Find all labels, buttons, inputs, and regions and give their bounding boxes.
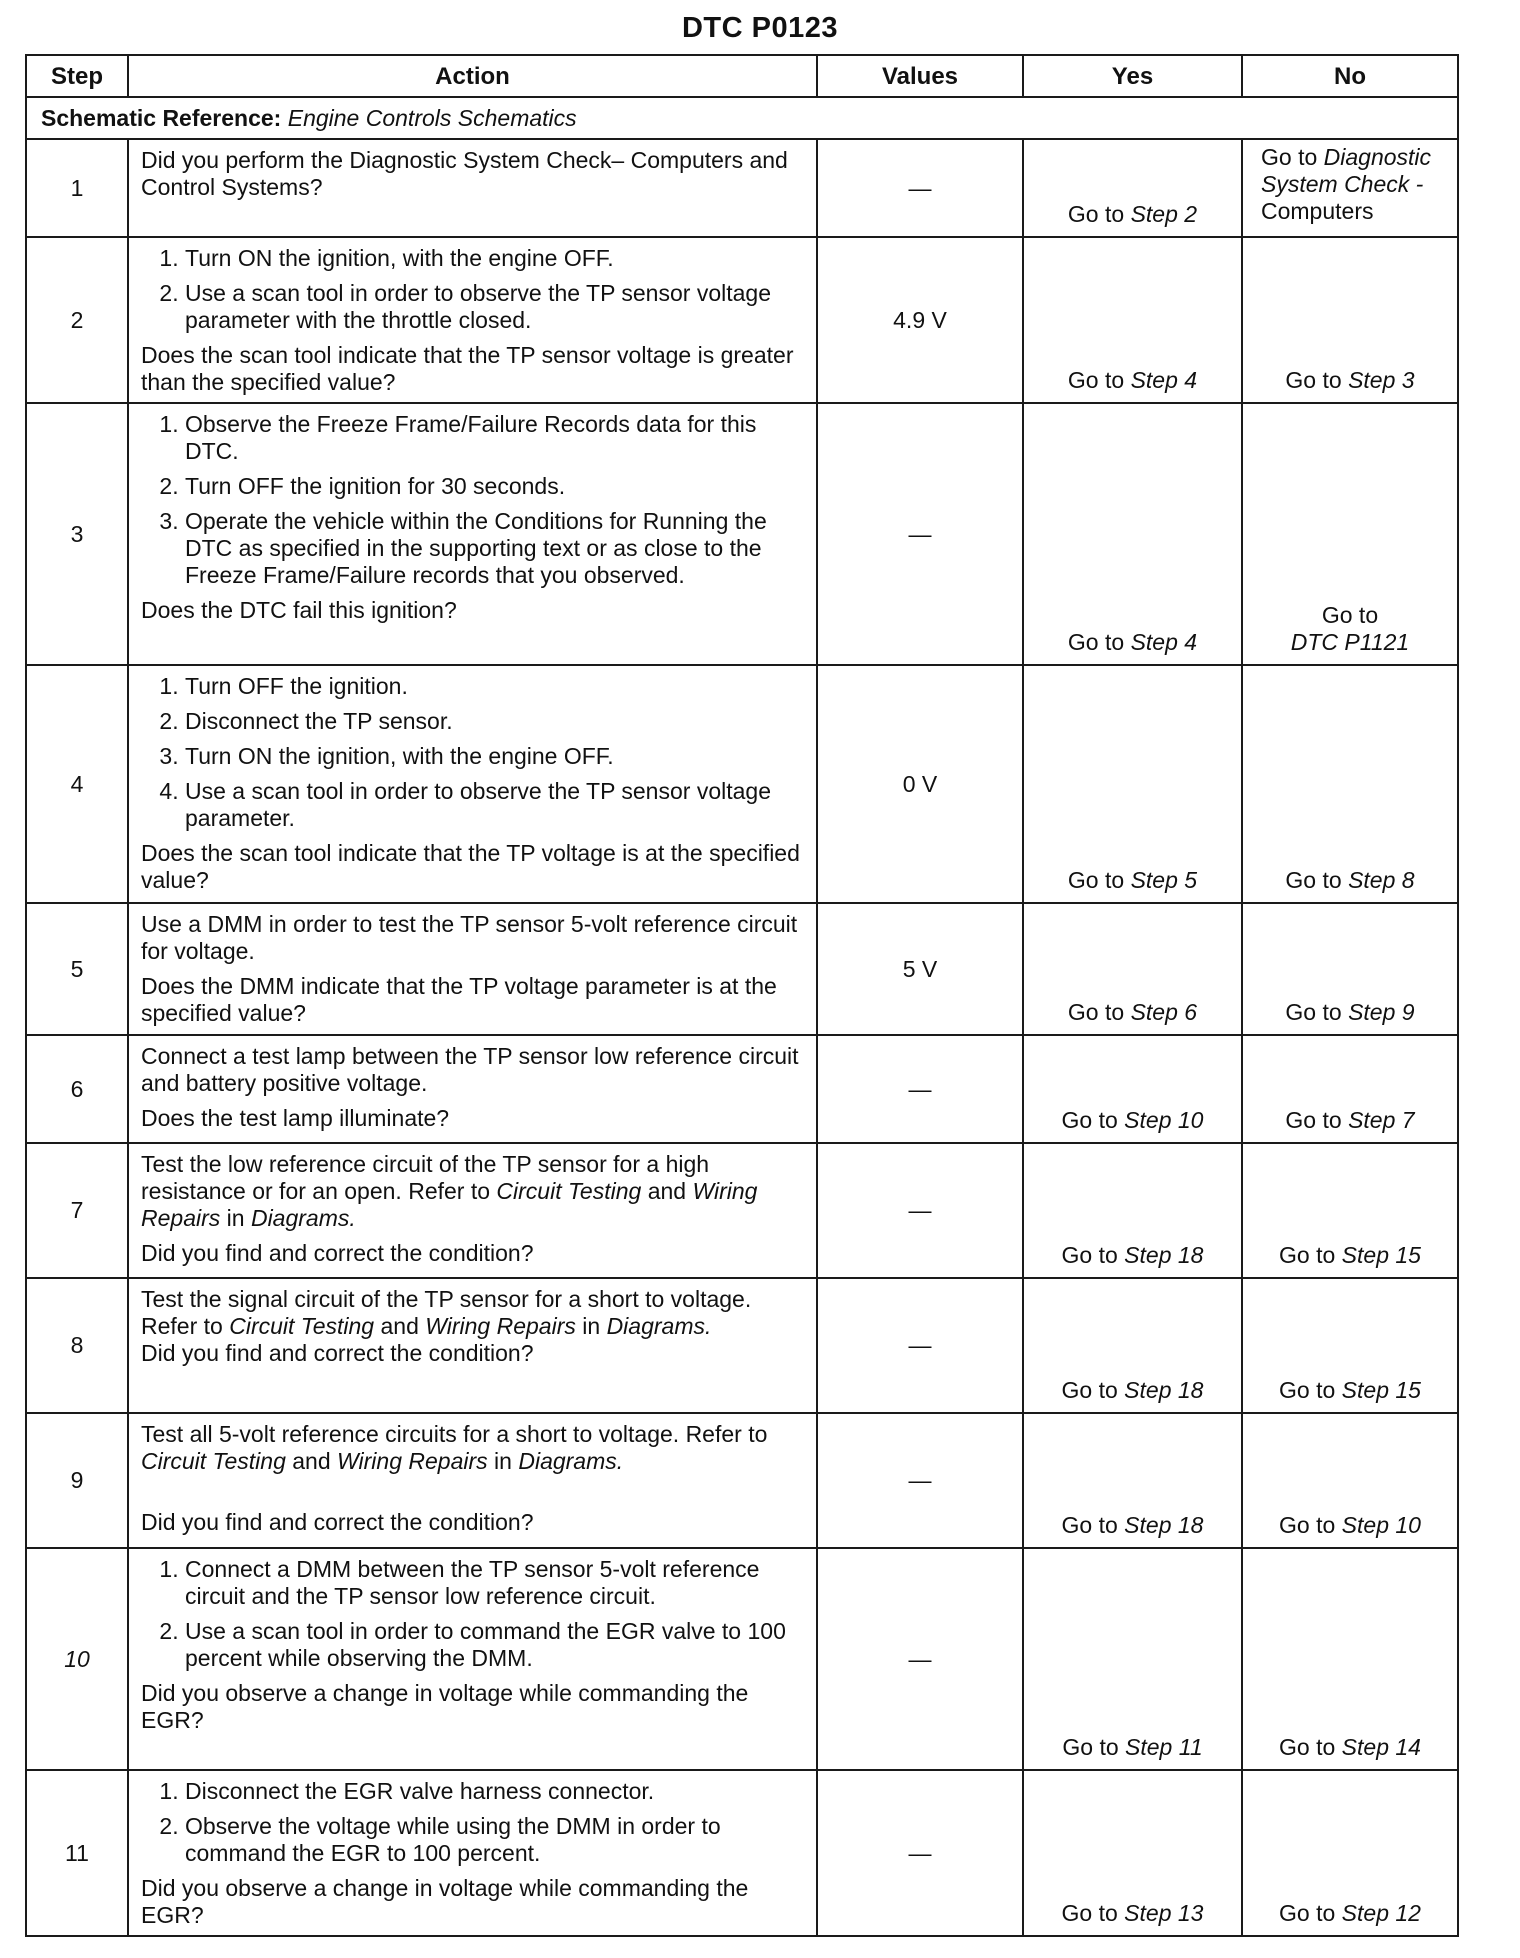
reference-link[interactable]: Circuit Testing <box>496 1178 642 1204</box>
yes-step-link[interactable]: Step 10 <box>1124 1107 1204 1133</box>
no-step-link[interactable]: Step 15 <box>1341 1377 1421 1403</box>
no-step-link[interactable]: Step 3 <box>1348 367 1415 393</box>
question-text: Does the test lamp illuminate? <box>141 1105 450 1131</box>
step-number: 1 <box>26 139 128 237</box>
instruction-item: 2. Use a scan tool in order to observe the TP sensor voltage parameter with the throttle closed. <box>185 280 806 334</box>
question-text: Does the scan tool indicate that the TP voltage is at the specified value? <box>141 840 800 893</box>
step-number: 8 <box>26 1278 128 1413</box>
no-cell: Go to Step 15 <box>1242 1278 1458 1413</box>
no-link-suffix: Computers <box>1261 198 1374 224</box>
no-link[interactable]: DTC P1121 <box>1290 629 1410 655</box>
step-number: 3 <box>26 403 128 665</box>
table-row <box>26 1035 1458 1143</box>
action-text: Test the low reference circuit of the TP sensor for a high resistance or for an open. Refer to Circuit Testing and Wiring Repairs in Diagrams. <box>141 1151 758 1231</box>
no-step-link[interactable]: Step 14 <box>1341 1734 1421 1760</box>
no-step-link[interactable]: Step 8 <box>1348 867 1415 893</box>
question-text: Does the DMM indicate that the TP voltage parameter is at the specified value? <box>141 973 777 1026</box>
step-number: 2 <box>26 237 128 403</box>
action-cell <box>128 1770 817 1936</box>
table-row <box>26 1278 1458 1413</box>
question-text: Does the scan tool indicate that the TP sensor voltage is greater than the specified value? <box>141 342 794 395</box>
reference-link[interactable]: Diagrams. <box>250 1205 356 1231</box>
action-text: Use a DMM in order to test the TP sensor 5-volt reference circuit for voltage. <box>141 911 798 964</box>
yes-cell: Go to Step 6 <box>1023 903 1242 1035</box>
no-step-link[interactable]: Step 10 <box>1341 1512 1421 1538</box>
instruction-item: 1. Observe the Freeze Frame/Failure Records data for this DTC. <box>185 411 806 465</box>
no-cell: Go to DTC P1121 <box>1242 403 1458 665</box>
no-cell: Go to Step 8 <box>1242 665 1458 903</box>
table-row <box>26 1770 1458 1936</box>
yes-step-link[interactable]: Step 18 <box>1124 1512 1204 1538</box>
instruction-item: 3. Operate the vehicle within the Conditions for Running the DTC as specified in the supporting text or as close to the Freeze Frame/Failure records that you observed. <box>185 508 806 589</box>
question-text: Did you find and correct the condition? <box>141 1509 534 1535</box>
question-text: Did you find and correct the condition? <box>141 1340 534 1366</box>
yes-step-link[interactable]: Step 5 <box>1130 867 1198 893</box>
action-cell <box>128 139 817 237</box>
table-row <box>26 903 1458 1035</box>
header-row <box>26 55 1458 97</box>
value-cell: 5 V <box>817 903 1023 1035</box>
instruction-list <box>141 1556 806 1672</box>
no-step-link[interactable]: Step 7 <box>1348 1107 1415 1133</box>
header-yes: Yes <box>1023 55 1242 97</box>
yes-step-link[interactable]: Step 2 <box>1130 201 1198 227</box>
yes-cell: Go to Step 4 <box>1023 403 1242 665</box>
schematic-reference-value: Engine Controls Schematics <box>287 104 577 131</box>
action-cell <box>128 237 817 403</box>
instruction-item: 1. Connect a DMM between the TP sensor 5-volt reference circuit and the TP sensor low reference circuit. <box>185 1556 806 1610</box>
step-number: 5 <box>26 903 128 1035</box>
table-row <box>26 1548 1458 1770</box>
reference-link[interactable]: Diagrams. <box>606 1313 712 1339</box>
no-step-link[interactable]: Step 12 <box>1341 1900 1421 1926</box>
yes-cell: Go to Step 2 <box>1023 139 1242 237</box>
no-cell: Go to Step 9 <box>1242 903 1458 1035</box>
reference-link[interactable]: Wiring Repairs <box>141 1178 758 1231</box>
step-number: 4 <box>26 665 128 903</box>
instruction-list <box>141 673 806 832</box>
action-cell <box>128 1035 817 1143</box>
yes-step-link[interactable]: Step 4 <box>1130 367 1198 393</box>
value-cell: — <box>817 1413 1023 1548</box>
yes-step-link[interactable]: Step 6 <box>1130 999 1198 1025</box>
value-cell: — <box>817 1548 1023 1770</box>
action-text: Did you perform the Diagnostic System Check– Computers and Control Systems? <box>141 147 788 200</box>
value-cell: 4.9 V <box>817 237 1023 403</box>
no-cell: Go to Step 12 <box>1242 1770 1458 1936</box>
schematic-reference-label: Schematic Reference: <box>41 104 282 131</box>
table-row <box>26 403 1458 665</box>
page-title: DTC P0123 <box>681 12 838 44</box>
value-cell: — <box>817 403 1023 665</box>
yes-cell: Go to Step 18 <box>1023 1413 1242 1548</box>
instruction-item: 4. Use a scan tool in order to observe the TP sensor voltage parameter. <box>185 778 806 832</box>
reference-link[interactable]: Diagrams. <box>518 1448 624 1474</box>
header-no: No <box>1242 55 1458 97</box>
value-cell: — <box>817 1278 1023 1413</box>
action-text: Test the signal circuit of the TP sensor for a short to voltage. Refer to Circuit Testing and Wiring Repairs in Diagrams. <box>141 1286 752 1339</box>
reference-link[interactable]: Circuit Testing <box>229 1313 375 1339</box>
question-text: Does the DTC fail this ignition? <box>141 597 457 623</box>
reference-link[interactable]: Wiring Repairs <box>425 1313 576 1339</box>
step-number: 9 <box>26 1413 128 1548</box>
no-cell: Go to Step 15 <box>1242 1143 1458 1278</box>
value-cell: — <box>817 1143 1023 1278</box>
action-cell <box>128 1413 817 1548</box>
yes-cell: Go to Step 13 <box>1023 1770 1242 1936</box>
value-cell: 0 V <box>817 665 1023 903</box>
action-cell <box>128 1278 817 1413</box>
table-row <box>26 1143 1458 1278</box>
yes-cell: Go to Step 18 <box>1023 1278 1242 1413</box>
action-cell <box>128 1548 817 1770</box>
question-text: Did you find and correct the condition? <box>141 1240 534 1266</box>
reference-link[interactable]: Wiring Repairs <box>337 1448 488 1474</box>
table-row <box>26 237 1458 403</box>
step-number: 6 <box>26 1035 128 1143</box>
action-text: Test all 5-volt reference circuits for a short to voltage. Refer to Circuit Testing and Wiring Repairs in Diagrams. <box>141 1421 768 1474</box>
schematic-reference-row <box>26 97 1458 139</box>
header-action: Action <box>128 55 817 97</box>
yes-step-link[interactable]: Step 18 <box>1124 1242 1204 1268</box>
question-text: Did you observe a change in voltage while commanding the EGR? <box>141 1680 749 1733</box>
instruction-item: 1. Turn OFF the ignition. <box>185 673 806 700</box>
no-link[interactable]: Diagnostic System Check - <box>1261 144 1432 197</box>
table-row <box>26 665 1458 903</box>
instruction-item: 2. Turn OFF the ignition for 30 seconds. <box>185 473 806 500</box>
instruction-item: 1. Turn ON the ignition, with the engine OFF. <box>185 245 806 272</box>
step-number: 11 <box>26 1770 128 1936</box>
yes-cell: Go to Step 11 <box>1023 1548 1242 1770</box>
yes-step-link[interactable]: Step 4 <box>1130 629 1198 655</box>
yes-step-link[interactable]: Step 18 <box>1124 1377 1204 1403</box>
yes-cell: Go to Step 4 <box>1023 237 1242 403</box>
no-cell: Go to Step 3 <box>1242 237 1458 403</box>
no-cell: Go to Step 7 <box>1242 1035 1458 1143</box>
no-cell: Go to Diagnostic System Check - Computers <box>1242 139 1458 237</box>
step-number: 10 <box>26 1548 128 1770</box>
yes-step-link[interactable]: Step 13 <box>1124 1900 1204 1926</box>
header-step: Step <box>26 55 128 97</box>
value-cell: — <box>817 1035 1023 1143</box>
step-number: 7 <box>26 1143 128 1278</box>
instruction-item: 2. Observe the voltage while using the DMM in order to command the EGR to 100 percent. <box>185 1813 806 1867</box>
table-row <box>26 1413 1458 1548</box>
question-text: Did you observe a change in voltage while commanding the EGR? <box>141 1875 749 1928</box>
header-values: Values <box>817 55 1023 97</box>
yes-step-link[interactable]: Step 11 <box>1125 1734 1203 1760</box>
instruction-list <box>141 1778 806 1867</box>
no-step-link[interactable]: Step 15 <box>1341 1242 1421 1268</box>
action-cell <box>128 1143 817 1278</box>
instruction-list <box>141 411 806 589</box>
instruction-item: 2. Use a scan tool in order to command the EGR valve to 100 percent while observing the DMM. <box>185 1618 806 1672</box>
table-row <box>26 139 1458 237</box>
no-cell: Go to Step 10 <box>1242 1413 1458 1548</box>
yes-cell: Go to Step 10 <box>1023 1035 1242 1143</box>
reference-link[interactable]: Circuit Testing <box>141 1448 286 1474</box>
instruction-item: 2. Disconnect the TP sensor. <box>185 708 806 735</box>
instruction-item: 1. Disconnect the EGR valve harness connector. <box>185 1778 806 1805</box>
yes-cell: Go to Step 18 <box>1023 1143 1242 1278</box>
no-cell: Go to Step 14 <box>1242 1548 1458 1770</box>
yes-cell: Go to Step 5 <box>1023 665 1242 903</box>
action-text: Connect a test lamp between the TP sensor low reference circuit and battery positive voltage. <box>141 1043 799 1096</box>
instruction-list <box>141 245 806 334</box>
action-cell <box>128 403 817 665</box>
action-cell <box>128 665 817 903</box>
no-step-link[interactable]: Step 9 <box>1348 999 1415 1025</box>
action-cell <box>128 903 817 1035</box>
diagnostic-table <box>25 54 1459 1937</box>
instruction-item: 3. Turn ON the ignition, with the engine OFF. <box>185 743 806 770</box>
value-cell: — <box>817 1770 1023 1936</box>
value-cell: — <box>817 139 1023 237</box>
